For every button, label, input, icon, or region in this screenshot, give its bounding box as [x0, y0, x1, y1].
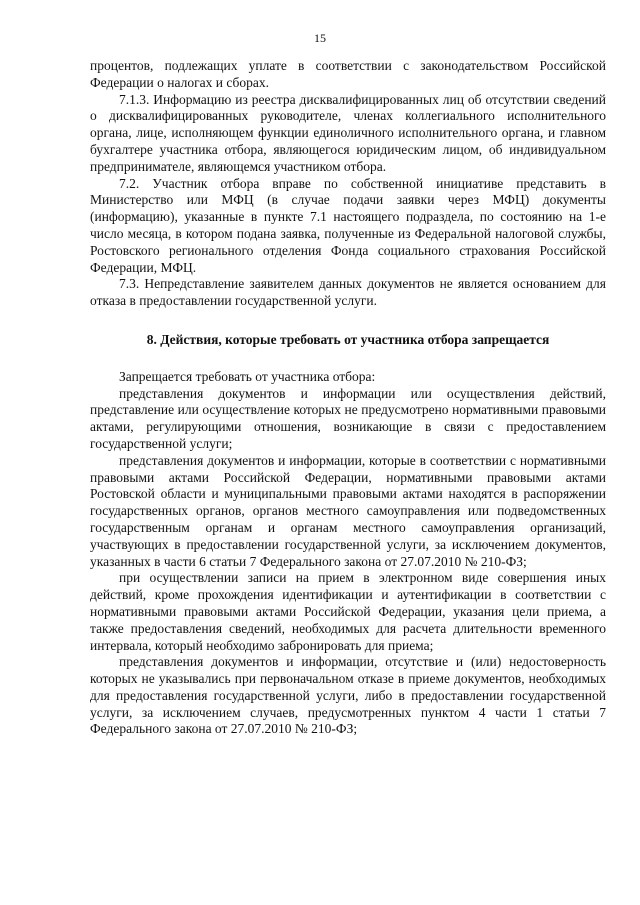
paragraph-7-2: 7.2. Участник отбора вправе по собственной инициативе представить в Министерство или МФЦ (в случае подачи заявки через МФЦ) документы (информацию), указанные в пункте 7.1 настоящего подраздела, по состоянию на 1-е число месяца, в котором подана заявка, полученные из Федеральной налоговой службы, Ростовского регионального отделения Фонда социального страхования Российской Федерации, МФЦ.	[90, 175, 606, 275]
list-item-4: представления документов и информации, отсутствие и (или) недостоверность которых не указывались при первоначальном отказе в приеме документов, необходимых для предоставления государственной услуги, либо в предоставлении государственной услуги, за исключением случаев, предусмотренных пунктом 4 части 1 статьи 7 Федерального закона от 27.07.2010 № 210-ФЗ;	[90, 654, 606, 737]
paragraph-intro: Запрещается требовать от участника отбора:	[119, 368, 376, 384]
paragraph-7-1-3: 7.1.3. Информацию из реестра дисквалифицированных лиц об отсутствии сведений о дисквалифицированных руководителе, членах коллегиального исполнительного органа, лице, исполняющем функции единоличного исполнительного органа, и главном бухгалтере участника отбора, являющегося юридическим лицом, об индивидуальном предпринимателе, являющемся участником отбора.	[90, 91, 606, 174]
page-number: 15	[314, 31, 326, 45]
list-item-2: представления документов и информации, которые в соответствии с нормативными правовыми актами Российской Федерации, нормативными правовыми актами Ростовской области и муниципальными правовыми актами находятся в распоряжении государственных органов, органов местного самоуправления или подведомственных государственным органам и органам местного самоуправления организаций, участвующих в предоставлении государственной услуги, за исключением документов, указанных в части 6 статьи 7 Федерального закона от 27.07.2010 № 210-ФЗ;	[90, 452, 606, 569]
paragraph-continuation: процентов, подлежащих уплате в соответствии с законодательством Российской Федерации о налогах и сборах.	[90, 58, 606, 90]
section-heading: 8. Действия, которые требовать от участника отбора запрещается	[146, 331, 550, 347]
list-item-1: представления документов и информации или осуществления действий, представление или осуществление которых не предусмотрено нормативными правовыми актами, регулирующими отношения, возникающие в связи с предоставлением государственной услуги;	[90, 385, 606, 451]
list-item-3: при осуществлении записи на прием в электронном виде совершения иных действий, кроме прохождения идентификации и аутентификации в соответствии с нормативными правовыми актами Российской Федерации, указания цели приема, а также предоставления сведений, необходимых для расчета длительности временного интервала, который необходимо забронировать для приема;	[90, 570, 606, 653]
paragraph-7-3: 7.3. Непредставление заявителем данных документов не является основанием для отказа в предоставлении государственной услуги.	[90, 276, 606, 309]
